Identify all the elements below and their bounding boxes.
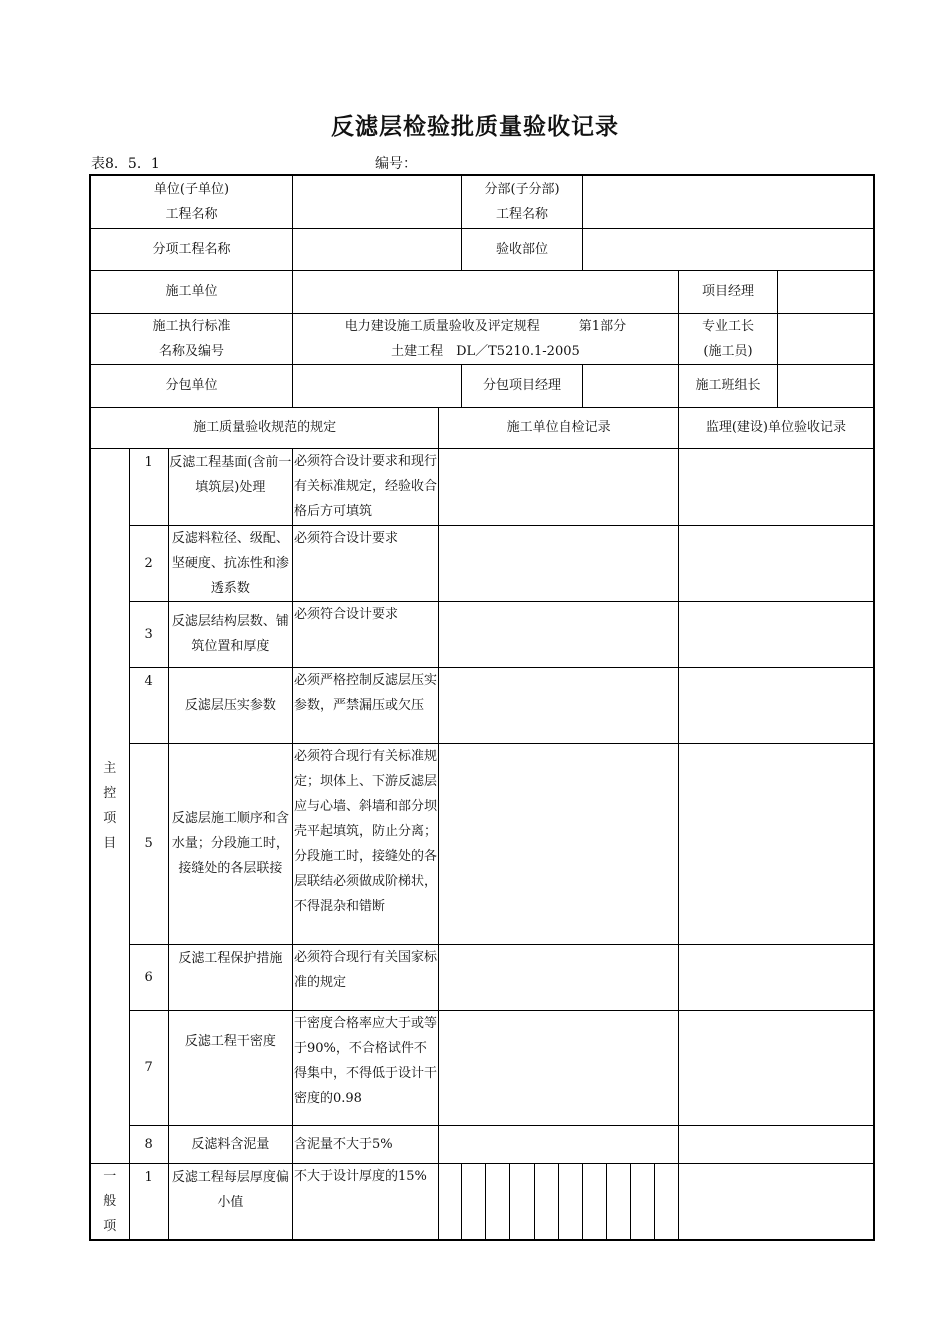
supervision-cell[interactable] (678, 667, 874, 743)
supervision-cell[interactable] (678, 525, 874, 601)
foreman-value[interactable] (778, 313, 874, 364)
table-row (90, 525, 874, 601)
measurement-cell[interactable] (606, 1163, 630, 1240)
item-name: 反滤工程每层厚度偏小值 (168, 1163, 292, 1240)
contractor-label: 施工单位 (90, 270, 293, 313)
measurement-cell[interactable] (558, 1163, 582, 1240)
general-group-label: 一 般 项 (90, 1163, 129, 1240)
self-check-cell[interactable] (439, 944, 679, 1010)
self-check-cell[interactable] (439, 1010, 679, 1125)
unit-project-name-label: 单位(子单位) 工程名称 (90, 175, 293, 228)
inspection-form-table (89, 174, 875, 1241)
table-row (90, 601, 874, 667)
supervision-cell[interactable] (678, 944, 874, 1010)
serial-number-label: 编号： (375, 156, 417, 172)
team-leader-label: 施工班组长 (678, 364, 777, 407)
item-number: 1 (129, 1163, 168, 1240)
item-name: 反滤层压实参数 (168, 667, 292, 743)
self-check-cell[interactable] (439, 525, 679, 601)
item-number: 6 (129, 944, 168, 1010)
table-row (90, 1163, 874, 1240)
page-title: 反滤层检验批质量验收记录 (331, 114, 619, 140)
subcontractor-label: 分包单位 (90, 364, 293, 407)
self-check-cell[interactable] (439, 448, 679, 525)
main-control-group-label: 主 控 项 目 (90, 448, 129, 1163)
item-requirement: 必须符合设计要求和现行有关标准规定，经验收合格后方可填筑 (293, 448, 439, 525)
item-name: 反滤料粒径、级配、坚硬度、抗冻性和渗透系数 (168, 525, 292, 601)
item-number: 3 (129, 601, 168, 667)
item-requirement: 必须符合现行有关标准规定；坝体上、下游反滤层应与心墙、斜墙和部分坝壳平起填筑，防止分离；分段施工时，接缝处的各层联结必须做成阶梯状，不得混杂和错断 (293, 743, 439, 944)
self-check-cell[interactable] (439, 1125, 679, 1163)
self-check-cell[interactable] (439, 743, 679, 944)
acceptance-part-value[interactable] (582, 228, 874, 270)
item-name: 反滤层施工顺序和含水量；分段施工时，接缝处的各层联接 (168, 743, 292, 944)
standard-line-1: 电力建设施工质量验收及评定规程 第1部分 (344, 318, 627, 334)
measurement-cell[interactable] (462, 1163, 486, 1240)
division-name-value[interactable] (582, 175, 874, 228)
item-number: 8 (129, 1125, 168, 1163)
item-requirement: 必须符合设计要求 (293, 601, 439, 667)
supervision-cell[interactable] (678, 1010, 874, 1125)
self-check-column-header: 施工单位自检记录 (439, 407, 679, 448)
table-row (90, 667, 874, 743)
item-name: 反滤层结构层数、铺筑位置和厚度 (168, 601, 292, 667)
subitem-name-value[interactable] (293, 228, 462, 270)
contractor-value[interactable] (293, 270, 679, 313)
division-name-label: 分部(子分部) 工程名称 (462, 175, 582, 228)
item-number: 4 (129, 667, 168, 743)
sub-pm-label: 分包项目经理 (462, 364, 582, 407)
item-requirement: 不大于设计厚度的15% (293, 1163, 439, 1240)
table-number: 表8．5．1 (91, 156, 160, 172)
project-manager-value[interactable] (778, 270, 874, 313)
table-row (90, 1125, 874, 1163)
measurement-cell[interactable] (534, 1163, 558, 1240)
spec-column-header: 施工质量验收规范的规定 (90, 407, 439, 448)
item-number: 1 (129, 448, 168, 525)
self-check-cell[interactable] (439, 667, 679, 743)
supervision-cell[interactable] (678, 448, 874, 525)
supervision-cell[interactable] (678, 743, 874, 944)
subcontractor-value[interactable] (293, 364, 462, 407)
standard-value (293, 313, 679, 364)
supervision-cell[interactable] (678, 601, 874, 667)
measurement-cell[interactable] (486, 1163, 510, 1240)
table-row (90, 1010, 874, 1125)
acceptance-part-label: 验收部位 (462, 228, 582, 270)
table-row (90, 743, 874, 944)
measurement-cell[interactable] (654, 1163, 678, 1240)
item-requirement: 干密度合格率应大于或等于90%，不合格试件不得集中，不得低于设计干密度的0.98 (293, 1010, 439, 1125)
measurement-cell[interactable] (582, 1163, 606, 1240)
supervision-cell[interactable] (678, 1125, 874, 1163)
item-name: 反滤料含泥量 (168, 1125, 292, 1163)
item-number: 5 (129, 743, 168, 944)
item-requirement: 必须符合现行有关国家标准的规定 (293, 944, 439, 1010)
subitem-name-label: 分项工程名称 (90, 228, 293, 270)
sub-pm-value[interactable] (582, 364, 678, 407)
item-number: 7 (129, 1010, 168, 1125)
item-requirement: 含泥量不大于5% (293, 1125, 439, 1163)
standard-line-2: 土建工程 DL／T5210.1-2005 (391, 343, 580, 359)
standard-label: 施工执行标准 名称及编号 (90, 313, 293, 364)
table-row (90, 448, 874, 525)
supervision-cell[interactable] (678, 1163, 874, 1240)
team-leader-value[interactable] (778, 364, 874, 407)
measurement-cell[interactable] (439, 1163, 462, 1240)
supervision-column-header: 监理(建设)单位验收记录 (678, 407, 874, 448)
item-number: 2 (129, 525, 168, 601)
unit-project-name-value[interactable] (293, 175, 462, 228)
item-name: 反滤工程保护措施 (168, 944, 292, 1010)
self-check-cell[interactable] (439, 601, 679, 667)
foreman-label: 专业工长 (施工员) (678, 313, 777, 364)
item-requirement: 必须符合设计要求 (293, 525, 439, 601)
item-name: 反滤工程基面(含前一填筑层)处理 (168, 448, 292, 525)
project-manager-label: 项目经理 (678, 270, 777, 313)
measurement-cell[interactable] (630, 1163, 654, 1240)
item-name: 反滤工程干密度 (168, 1010, 292, 1125)
measurement-cell[interactable] (510, 1163, 534, 1240)
item-requirement: 必须严格控制反滤层压实参数，严禁漏压或欠压 (293, 667, 439, 743)
table-row (90, 944, 874, 1010)
